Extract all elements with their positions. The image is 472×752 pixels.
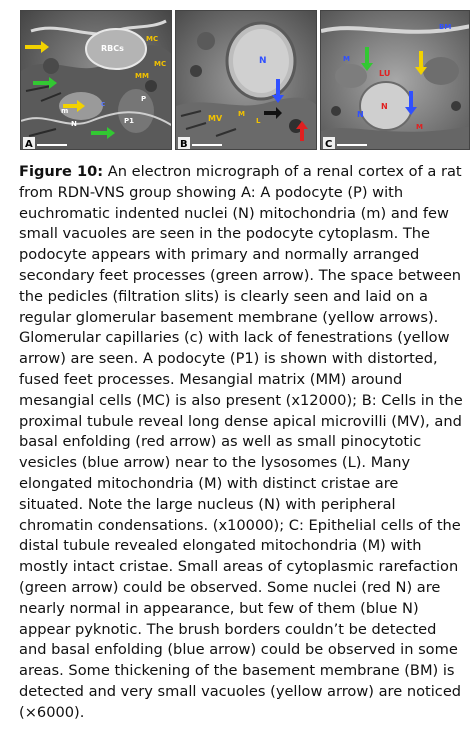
scale-bar [37, 144, 67, 146]
label-mc-mid: MC [154, 60, 167, 68]
panel-a-image [21, 11, 172, 150]
scale-bar [337, 144, 367, 146]
label-mc-top: MC [146, 35, 159, 43]
caption-label: Figure 10: [19, 163, 104, 180]
panel-c-letter: C [325, 139, 333, 150]
figure-caption [19, 162, 464, 724]
micrograph-panel-c [320, 10, 470, 150]
label-m-bottom: M [416, 123, 423, 131]
label-m: m [61, 107, 69, 115]
panel-b-letter: B [180, 139, 188, 150]
label-mv: MV [208, 114, 223, 123]
label-l: L [256, 117, 261, 125]
micrograph-figure [20, 10, 470, 150]
label-c: c [101, 100, 106, 108]
label-n-red: N [381, 102, 388, 111]
label-n: N [259, 56, 267, 66]
label-p: P [141, 95, 147, 103]
panel-a-letter: A [25, 139, 33, 150]
label-bm: BM [439, 23, 452, 31]
label-m: M [238, 110, 245, 118]
label-n: N [71, 120, 77, 128]
panel-b-image [176, 11, 317, 150]
micrograph-panel-a [20, 10, 172, 150]
label-m-top: M [343, 55, 350, 63]
panel-c-image [321, 11, 470, 150]
label-rbcs: RBCs [101, 44, 124, 53]
label-mm: MM [135, 72, 149, 80]
micrograph-panel-b [175, 10, 317, 150]
scale-bar [192, 144, 222, 146]
label-p1: P1 [124, 117, 135, 125]
label-n-blue: N [357, 110, 364, 119]
label-lu: LU [379, 69, 391, 78]
caption-text: An electron micrograph of a renal cortex of a rat from RDN-VNS group showing A: A podocyte (P) with euchromatic indented nuclei (N) mitochondria (m) and few small vacuoles are seen in the podocyte cytoplasm. The podocyte appears with primary and normally arranged secondary feet processes (green arrow). The space between the pedicles (filtration slits) is clearly seen and laid on a regular glomerular basement membrane (yellow arrows). Glomerular capillaries (c) with lack of fenestrations (yellow arrow) are seen. A podocyte (P1) is shown with distorted, fused feet processes. Mesangial matrix (MM) around mesangial cells (MC) is also present (x12000); B: Cells in the proximal tubule reveal long dense apical microvilli (MV), and basal enfolding (red arrow) as well as small pinocytotic vesicles (blue arrow) near to the lysosomes (L). Many elongated mitochondria (M) with distinct cristae are situated. Note the large nucleus (N) with peripheral chromatin condensations. (x10000); C: Epithelial cells of the distal tubule revealed elongated mitochondria (M) with mostly intact cristae. Small areas of cytoplasmic rarefaction (green arrow) could be observed. Some nuclei (red N) are nearly normal in appearance, but few of them (blue N) appear pyknotic. The brush borders couldn’t be detected and basal enfolding (blue arrow) could be observed in some areas. Some thickening of the basement membrane (BM) is detected and very small vacuoles (yellow arrow) are noticed (×6000). [19, 163, 463, 721]
